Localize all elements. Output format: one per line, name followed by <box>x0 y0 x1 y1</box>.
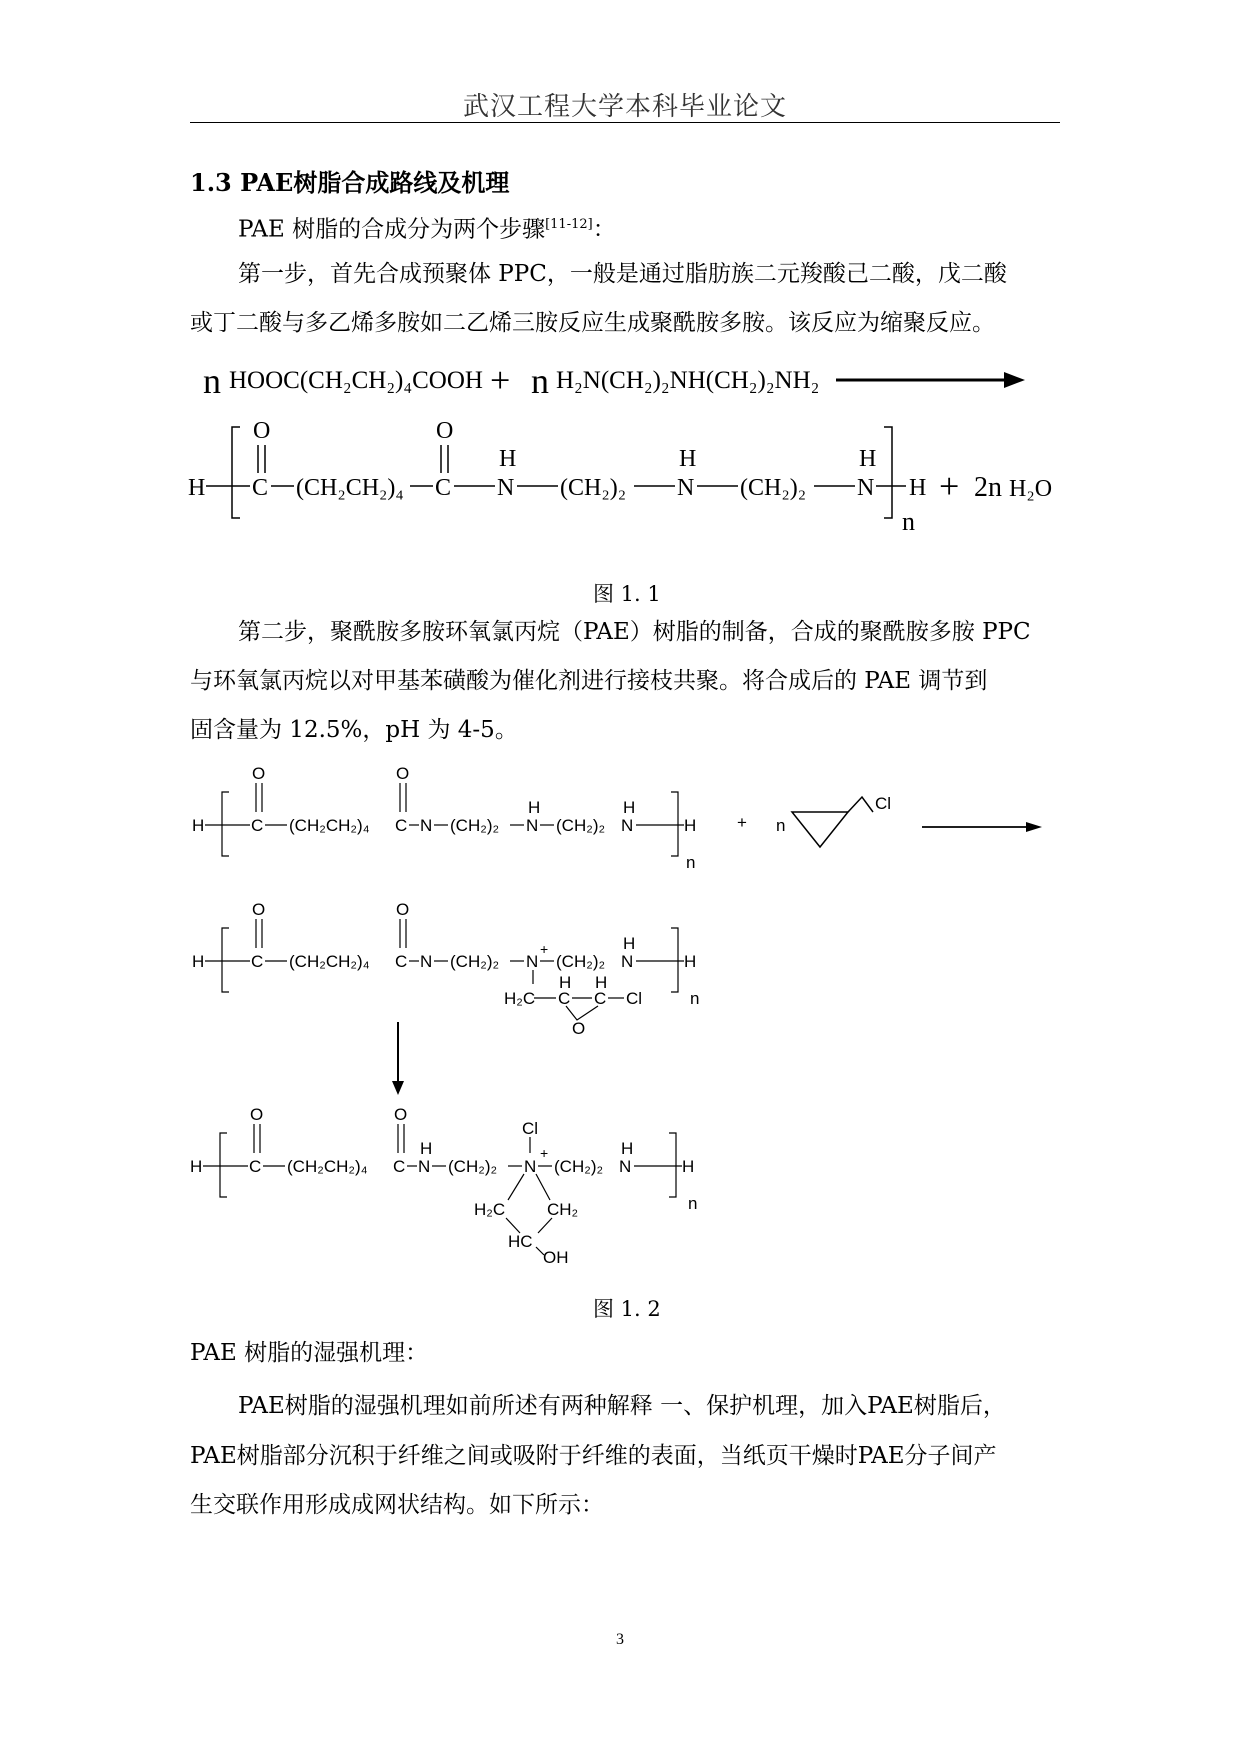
s2r3-O2: O <box>394 1105 408 1124</box>
s2r3-C2: C <box>393 1157 406 1176</box>
s2r2-n-sub: n <box>690 989 700 1008</box>
s2r1-N1: N <box>420 816 433 835</box>
s2r2-ethylene1: (CH₂)₂ <box>450 952 500 971</box>
scheme1-n1: n <box>203 361 221 401</box>
scheme1-reactant1: HOOC(CH₂CH₂)₄COOH <box>229 367 483 394</box>
scheme1-n-sub: n <box>902 507 915 536</box>
s2r3-Cl: Cl <box>522 1119 539 1138</box>
s2r3-C1: C <box>249 1157 262 1176</box>
reaction-scheme-1 <box>0 355 1241 535</box>
chloromethyl-bond <box>848 797 873 812</box>
s2r2-Cl: Cl <box>626 989 643 1008</box>
figure-2-caption: 图 1. 2 <box>593 1297 661 1321</box>
s2r3-CH2: CH₂ <box>547 1200 579 1219</box>
scheme1-arrow-head <box>1004 372 1025 388</box>
s2r1-N2: N <box>526 816 539 835</box>
s2r2-bracket-left <box>222 928 229 992</box>
s2r3-N1: N <box>418 1157 431 1176</box>
scheme1-O1: O <box>253 418 271 444</box>
s2r3-n-sub: n <box>688 1194 698 1213</box>
scheme1-N2: N <box>677 475 695 501</box>
s2r2-H-epox2: H <box>595 973 608 992</box>
s2r2-H-right: H <box>684 952 697 971</box>
s2r1-n-coeff: n <box>776 816 786 835</box>
paragraph-intro-end: ： <box>592 216 616 243</box>
paragraph-mechanism-heading: PAE 树脂的湿强机理： <box>190 1340 429 1366</box>
scheme1-N3: N <box>857 475 875 501</box>
page-number: 3 <box>616 1631 624 1648</box>
epoxide-ring-icon <box>792 812 848 847</box>
s2r1-adipic: (CH₂CH₂)₄ <box>289 816 370 835</box>
paragraph-step2-line2: 与环氧氯丙烷以对甲基苯磺酸为催化剂进行接枝共聚。将合成后的 PAE 调节到 <box>190 668 988 694</box>
s2r3-N3: N <box>619 1157 632 1176</box>
s2r3-H2C: H₂C <box>474 1200 506 1219</box>
reaction-scheme-2 <box>0 760 1241 1267</box>
s2r2-epoxide-bridge <box>566 1006 598 1020</box>
scheme1-bracket-left <box>232 427 240 518</box>
scheme1-O2: O <box>436 418 454 444</box>
s2r3-O1: O <box>250 1105 264 1124</box>
s2r3-adipic: (CH₂CH₂)₄ <box>287 1157 368 1176</box>
section-heading: 1.3 PAE树脂合成路线及机理 <box>190 168 510 197</box>
s2r2-C-epox1: C <box>558 989 571 1008</box>
header-rule <box>190 122 1060 123</box>
s2r1-H-right: H <box>684 816 697 835</box>
s2r1-C1: C <box>251 816 264 835</box>
s2r1-H-N3: H <box>623 798 636 817</box>
paragraph-step1-line1: 第一步，首先合成预聚体 PPC，一般是通过脂肪族二元羧酸己二酸，戊二酸 <box>238 261 1007 287</box>
paragraph-mechanism-line1: PAE树脂的湿强机理如前所述有两种解释 一、保护机理，加入PAE树脂后， <box>238 1393 1006 1419</box>
scheme1-water: H₂O <box>1009 476 1053 502</box>
paragraph-mechanism-line2: PAE树脂部分沉积于纤维之间或吸附于纤维的表面，当纸页干燥时PAE分子间产 <box>190 1443 997 1469</box>
scheme1-N1: N <box>497 475 515 501</box>
s2r3-ethylene1: (CH₂)₂ <box>448 1157 498 1176</box>
s2r1-O1: O <box>252 764 266 783</box>
s2r2-H-left: H <box>192 952 205 971</box>
s2r3-ring-bond-right <box>536 1174 550 1200</box>
scheme1-H-N3: H <box>859 446 877 472</box>
citation: [11-12] <box>545 217 593 232</box>
scheme1-bracket-right <box>884 427 892 518</box>
s2r1-H-N2: H <box>528 798 541 817</box>
s2r2-N3: N <box>621 952 634 971</box>
s2r2-H-N3: H <box>623 934 636 953</box>
scheme1-ethylene1: (CH₂)₂ <box>560 475 627 501</box>
s2r2-N1: N <box>420 952 433 971</box>
s2r3-H-right: H <box>682 1157 695 1176</box>
s2r2-charge: + <box>540 941 549 957</box>
scheme1-adipic: (CH₂CH₂)₄ <box>296 475 404 501</box>
s2r2-C2: C <box>395 952 408 971</box>
running-header: 武汉工程大学本科毕业论文 <box>462 92 787 122</box>
scheme1-C2: C <box>435 475 452 501</box>
s2r2-ethylene2: (CH₂)₂ <box>556 952 606 971</box>
paragraph-intro-text: PAE 树脂的合成分为两个步骤 <box>238 216 546 243</box>
s2r1-N3: N <box>621 816 634 835</box>
s2r2-Nplus: N <box>526 952 539 971</box>
s2r3-ring-bond-left <box>508 1174 524 1200</box>
s2r1-n-sub: n <box>686 853 696 872</box>
s2r3-H-left: H <box>190 1157 203 1176</box>
s2r1-ethylene1: (CH₂)₂ <box>450 816 500 835</box>
s2r3-bracket-right <box>669 1133 676 1197</box>
paragraph-step2-line1: 第二步，聚酰胺多胺环氧氯丙烷（PAE）树脂的制备，合成的聚酰胺多胺 PPC <box>238 619 1031 645</box>
scheme1-H-N2: H <box>679 446 697 472</box>
s2r2-adipic: (CH₂CH₂)₄ <box>289 952 370 971</box>
s2r1-C2: C <box>395 816 408 835</box>
s2r1-ethylene2: (CH₂)₂ <box>556 816 606 835</box>
scheme1-water-coeff: 2n <box>974 472 1002 503</box>
s2r2-O-epox: O <box>572 1019 586 1038</box>
s2r1-H-left: H <box>192 816 205 835</box>
figure-1-caption: 图 1. 1 <box>593 582 661 606</box>
s2r3-HC: HC <box>508 1232 533 1251</box>
s2r1-Cl: Cl <box>875 794 892 813</box>
scheme1-plus: + <box>490 360 511 400</box>
paragraph-step2-line3: 固含量为 12.5%，pH 为 4-5。 <box>190 717 518 743</box>
s2r3-Nplus: N <box>524 1157 537 1176</box>
s2r3-bracket-left <box>220 1133 227 1197</box>
s2r1-O2: O <box>396 764 410 783</box>
scheme1-n2: n <box>531 361 549 401</box>
scheme1-ethylene2: (CH₂)₂ <box>740 475 807 501</box>
scheme1-H-left: H <box>188 475 206 501</box>
s2r3-charge: + <box>540 1145 549 1161</box>
s2-down-arrow-head <box>392 1081 404 1095</box>
s2r2-H-epox1: H <box>559 973 572 992</box>
scheme1-plus2: + <box>939 466 960 506</box>
s2r2-C-epox2: C <box>594 989 607 1008</box>
s2r3-ring-bond-bl <box>506 1218 520 1233</box>
s2r1-plus: + <box>737 813 747 832</box>
s2r2-H2C: H₂C <box>504 989 536 1008</box>
s2r2-O1: O <box>252 900 266 919</box>
paragraph-intro <box>238 210 616 245</box>
s2r2-C1: C <box>251 952 264 971</box>
s2r3-OH: OH <box>543 1248 569 1267</box>
s2r3-H-N1: H <box>420 1139 433 1158</box>
s2r1-bracket-left <box>222 792 229 856</box>
s2r3-ring-bond-br <box>538 1218 552 1233</box>
scheme1-H-right: H <box>909 475 927 501</box>
paragraph-mechanism-line3: 生交联作用形成成网状结构。如下所示： <box>190 1492 604 1518</box>
scheme1-reactant2: H₂N(CH₂)₂NH(CH₂)₂NH₂ <box>556 367 820 394</box>
scheme1-C1: C <box>252 475 269 501</box>
scheme1-H-N1: H <box>499 446 517 472</box>
s2-arrow-head <box>1026 822 1042 832</box>
paragraph-step1-line2: 或丁二酸与多乙烯多胺如二乙烯三胺反应生成聚酰胺多胺。该反应为缩聚反应。 <box>190 310 995 336</box>
s2r2-bracket-right <box>671 928 678 992</box>
s2r2-O2: O <box>396 900 410 919</box>
s2r3-ethylene2: (CH₂)₂ <box>554 1157 604 1176</box>
s2r1-bracket-right <box>671 792 678 856</box>
s2r3-H-N3: H <box>621 1139 634 1158</box>
